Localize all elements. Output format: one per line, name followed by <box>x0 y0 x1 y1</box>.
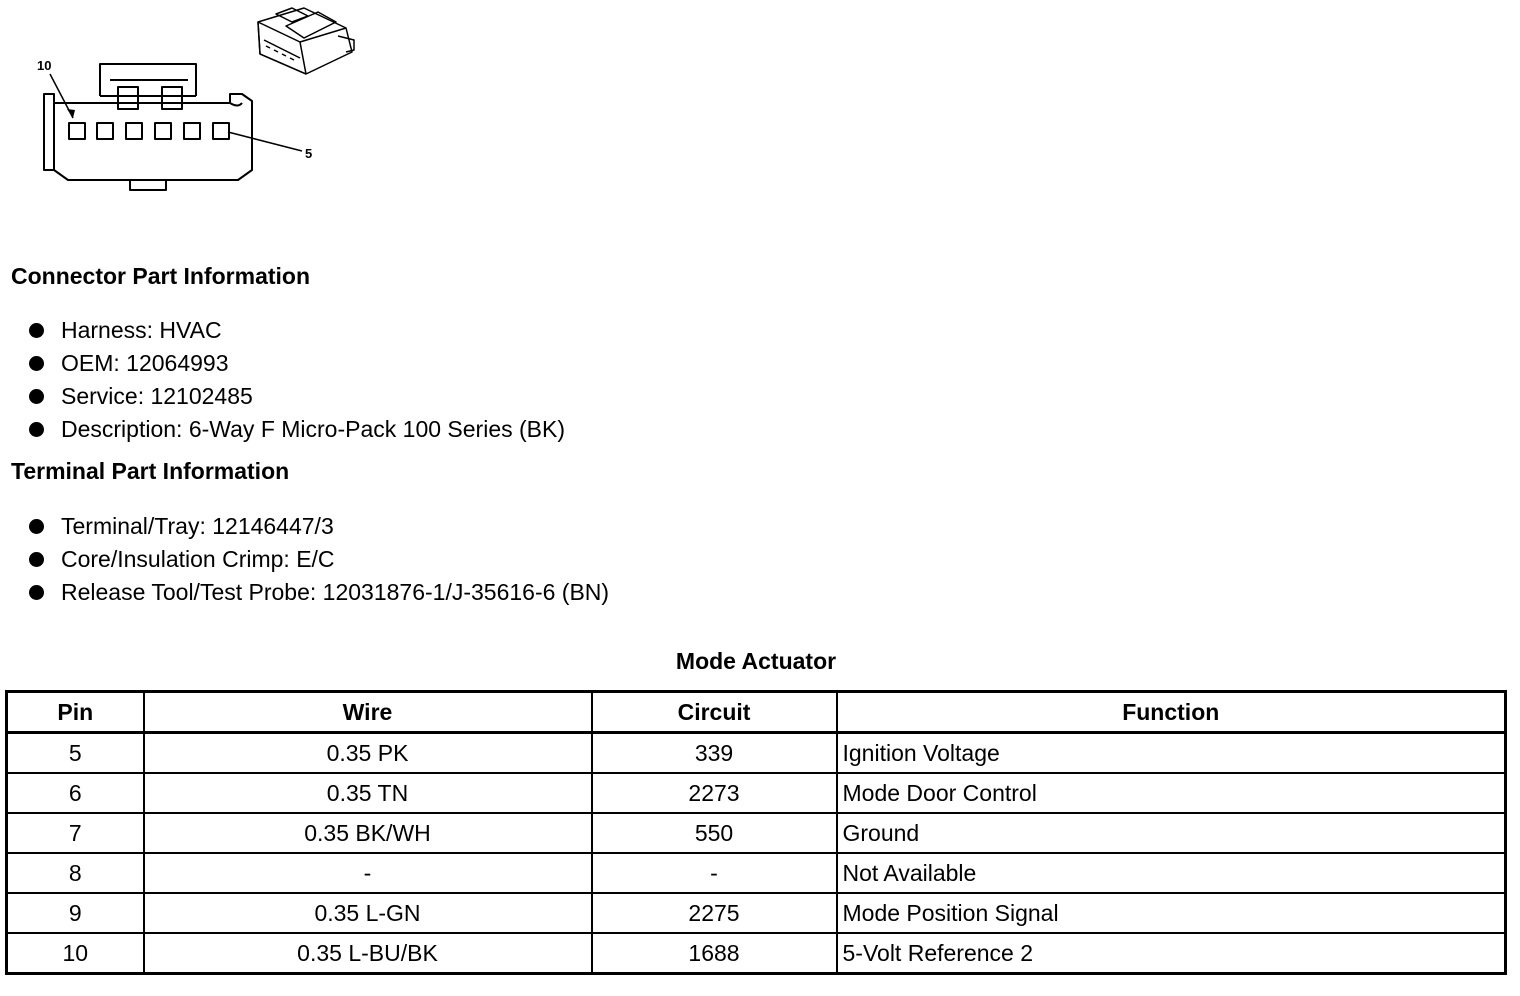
table-row <box>7 733 1506 774</box>
cell-circuit: 2273 <box>592 773 837 813</box>
table-row <box>7 893 1506 933</box>
list-item-text: OEM: 12064993 <box>61 350 229 376</box>
cell-circuit: 550 <box>592 813 837 853</box>
bullet-icon <box>29 323 44 338</box>
pin-cavity <box>69 123 85 139</box>
cell-function: Ground <box>837 813 1506 853</box>
bullet-icon <box>29 552 44 567</box>
cell-wire: 0.35 L-GN <box>144 893 592 933</box>
cell-wire: 0.35 L-BU/BK <box>144 933 592 974</box>
callout-label-left: 10 <box>37 58 52 73</box>
list-item-text: Service: 12102485 <box>61 383 253 409</box>
list-item-text: Description: 6-Way F Micro-Pack 100 Series (BK) <box>61 416 566 442</box>
latch-post-left <box>118 87 138 109</box>
connector-part-heading: Connector Part Information <box>11 263 311 289</box>
cell-circuit: 339 <box>592 733 837 774</box>
pin-table <box>5 690 1507 975</box>
table-row <box>7 853 1506 893</box>
cell-wire: 0.35 PK <box>144 733 592 774</box>
cell-wire: 0.35 TN <box>144 773 592 813</box>
bullet-icon <box>29 356 44 371</box>
list-item-text: Release Tool/Test Probe: 12031876-1/J-35616-6 (BN) <box>61 579 610 605</box>
cell-pin: 8 <box>7 853 144 893</box>
column-header-circuit: Circuit <box>592 692 837 733</box>
connector-key <box>130 180 166 190</box>
list-item-text: Harness: HVAC <box>61 317 222 343</box>
cell-function: Mode Position Signal <box>837 893 1506 933</box>
cell-function: Mode Door Control <box>837 773 1506 813</box>
cell-circuit: 1688 <box>592 933 837 974</box>
cell-circuit: 2275 <box>592 893 837 933</box>
cell-circuit: - <box>592 853 837 893</box>
table-title: Mode Actuator <box>675 648 837 674</box>
table-row <box>7 773 1506 813</box>
cell-pin: 5 <box>7 733 144 774</box>
connector-diagram <box>0 0 370 200</box>
bullet-icon <box>29 422 44 437</box>
cell-function: Ignition Voltage <box>837 733 1506 774</box>
column-header-pin: Pin <box>7 692 144 733</box>
pin-cavity <box>213 123 229 139</box>
list-item-text: Core/Insulation Crimp: E/C <box>61 546 335 572</box>
table-row <box>7 933 1506 974</box>
pin-cavity <box>155 123 171 139</box>
cell-pin: 9 <box>7 893 144 933</box>
pin-cavity <box>184 123 200 139</box>
cell-wire: - <box>144 853 592 893</box>
cell-function: 5-Volt Reference 2 <box>837 933 1506 974</box>
cell-pin: 6 <box>7 773 144 813</box>
pin-cavity <box>97 123 113 139</box>
cell-wire: 0.35 BK/WH <box>144 813 592 853</box>
cell-pin: 10 <box>7 933 144 974</box>
list-item-text: Terminal/Tray: 12146447/3 <box>61 513 334 539</box>
cell-pin: 7 <box>7 813 144 853</box>
bullet-icon <box>29 585 44 600</box>
table-header-row <box>7 692 1506 733</box>
connector-3d-view <box>258 8 354 74</box>
column-header-function: Function <box>837 692 1506 733</box>
terminal-part-heading: Terminal Part Information <box>11 458 290 484</box>
bullet-icon <box>29 519 44 534</box>
pin-cavity <box>126 123 142 139</box>
bullet-icon <box>29 389 44 404</box>
table-row <box>7 813 1506 853</box>
latch-post-right <box>162 87 182 109</box>
callout-label-right: 5 <box>305 146 313 161</box>
cell-function: Not Available <box>837 853 1506 893</box>
column-header-wire: Wire <box>144 692 592 733</box>
callout-leader-right <box>228 132 302 151</box>
connector-housing <box>44 94 252 180</box>
